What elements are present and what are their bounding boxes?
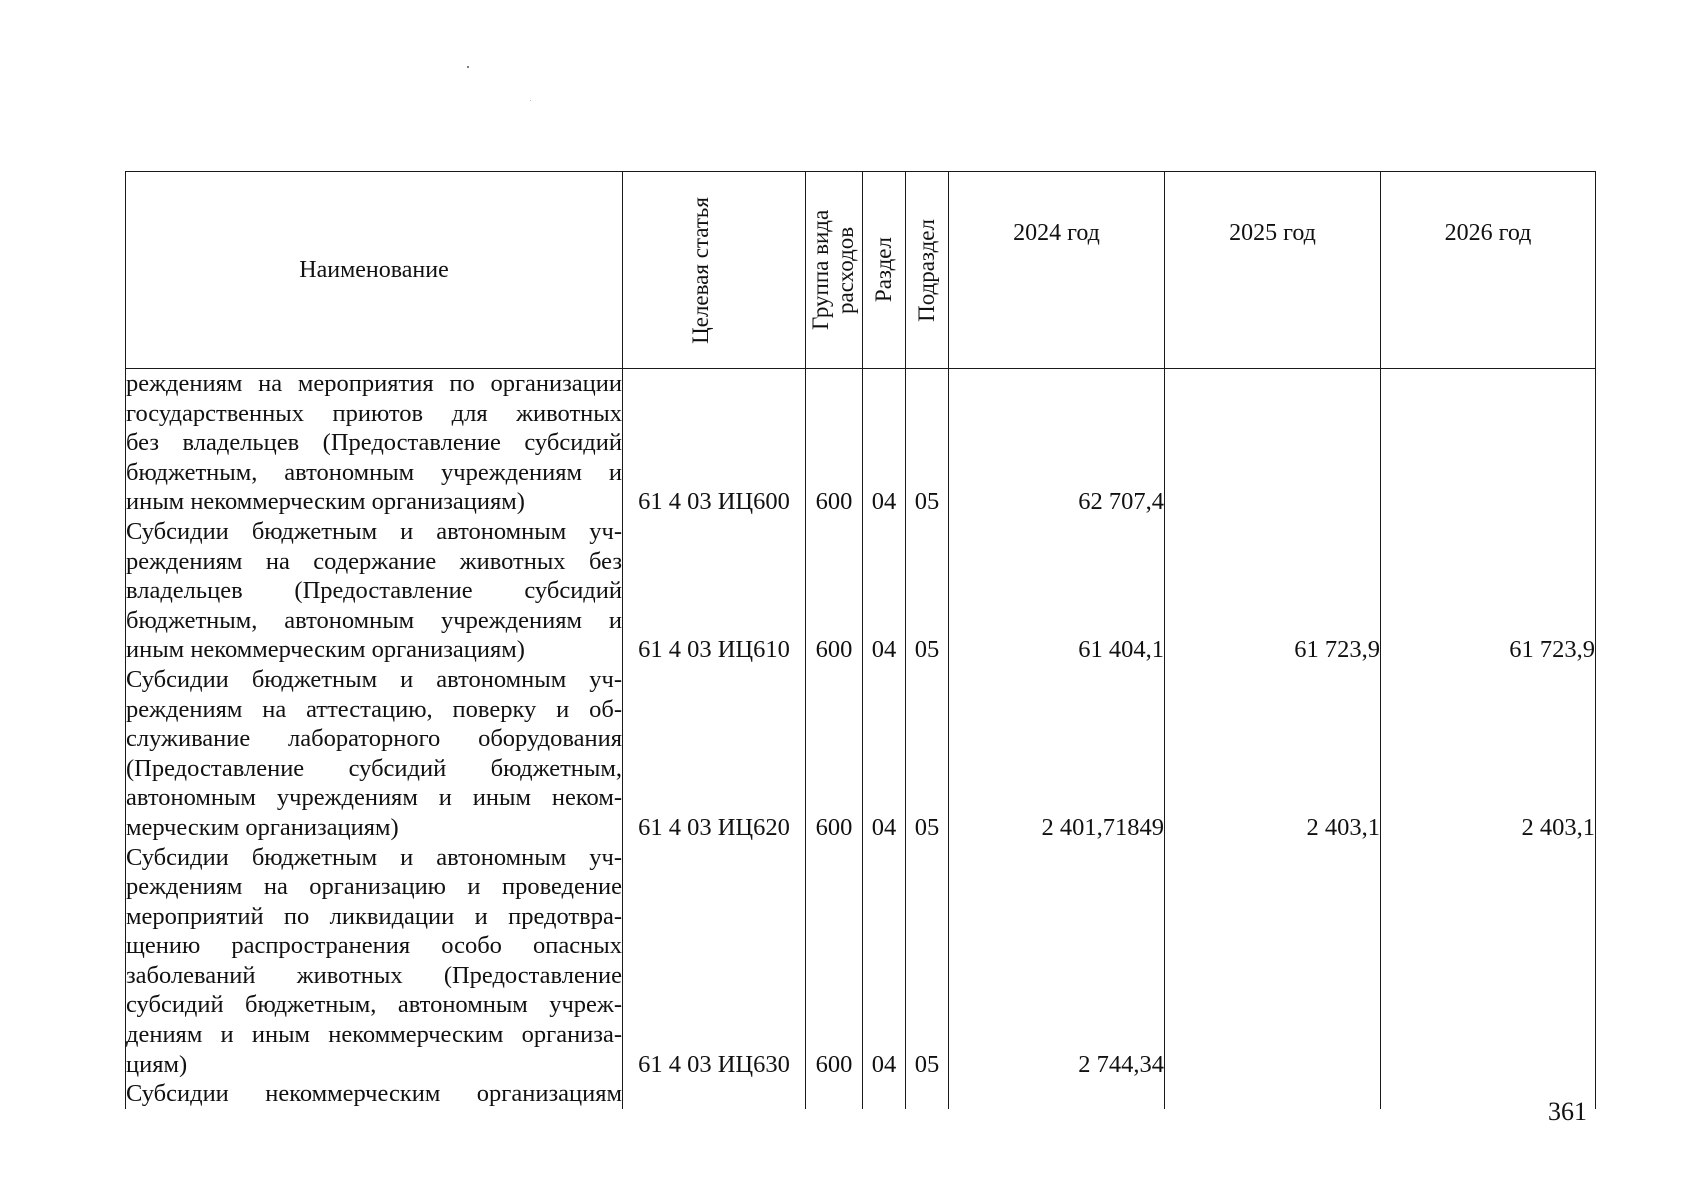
row-amount-2025: 61 723,9 [1165,517,1381,665]
row-name-line: реждениям на аттестацию, поверку и об- [126,695,622,723]
row-target-article: 61 4 03 ИЦ630 [623,843,806,1080]
scan-speck [467,66,469,68]
table-row [126,1079,1596,1109]
row-section: 04 [863,843,906,1080]
row-amount-2025 [1165,1079,1381,1109]
header-target-article-label: Целевая статья [688,196,713,344]
row-expense-group: 600 [806,369,863,517]
row-name-line: владельцев (Предоставление субсидий [126,577,622,605]
row-target-article: 61 4 03 ИЦ620 [623,665,806,843]
table-row [126,843,1596,1080]
header-year-2026: 2026 год [1381,172,1596,369]
row-subsection: 05 [906,517,949,665]
row-section: 04 [863,517,906,665]
row-amount-2025 [1165,369,1381,517]
row-name-line: мероприятий по ликвидации и предотвра- [126,902,622,930]
row-target-article [623,1079,806,1109]
row-name-line: мерческим организациям) [126,813,399,841]
row-name-line: реждениям на мероприятия по организации [126,370,622,397]
row-name-cell [126,843,623,1080]
row-name-line: Субсидии некоммерческим организациям [126,1080,622,1108]
row-expense-group: 600 [806,843,863,1080]
table-row [126,369,1596,517]
row-amount-2025: 2 403,1 [1165,665,1381,843]
row-name-cell [126,665,623,843]
row-name-line: Субсидии бюджетным и автономным уч- [126,517,622,545]
page-number: 361 [1548,1097,1587,1126]
row-amount-2026 [1381,843,1596,1080]
row-name-line: иным некоммерческим организациям) [126,488,525,516]
row-amount-2026: 61 723,9 [1381,517,1596,665]
table-row [126,517,1596,665]
table-row [126,665,1596,843]
header-subsection [906,172,949,369]
row-section: 04 [863,665,906,843]
header-subsection-label: Подраздел [914,218,939,322]
scan-speck [530,100,531,101]
row-name-line: иным некоммерческим организациям) [126,636,525,664]
row-expense-group: 600 [806,665,863,843]
row-amount-2024: 61 404,1 [949,517,1165,665]
row-name-cell [126,517,623,665]
header-section [863,172,906,369]
row-name-line: (Предоставление субсидий бюджетным, [126,754,622,782]
row-subsection: 05 [906,843,949,1080]
row-name-line: автономным учреждениям и иным неком- [126,784,622,812]
header-expense-group [806,172,863,369]
row-target-article: 61 4 03 ИЦ600 [623,369,806,517]
row-name-line: бюджетным, автономным учреждениям и [126,606,622,634]
row-section [863,1079,906,1109]
row-name-line: государственных приютов для животных [126,399,622,427]
header-expense-group-label: Группа вида расходов [808,209,858,331]
row-name-line: заболеваний животных (Предоставление [126,961,622,989]
row-subsection: 05 [906,665,949,843]
row-name-line: щению распространения особо опасных [126,932,622,960]
row-name-line: без владельцев (Предоставление субсидий [126,429,622,457]
row-amount-2024: 2 401,71849 [949,665,1165,843]
table-header-row [126,172,1596,369]
row-amount-2024 [949,1079,1165,1109]
header-section-label: Раздел [871,237,896,303]
row-name-line: Субсидии бюджетным и автономным уч- [126,843,622,871]
row-amount-2026: 2 403,1 [1381,665,1596,843]
row-target-article: 61 4 03 ИЦ610 [623,517,806,665]
row-amount-2024: 62 707,4 [949,369,1165,517]
row-name-line: реждениям на организацию и проведение [126,873,622,901]
header-year-2025: 2025 год [1165,172,1381,369]
row-name-line: Субсидии бюджетным и автономным уч- [126,665,622,693]
row-expense-group: 600 [806,517,863,665]
header-name: Наименование [126,172,623,369]
row-section: 04 [863,369,906,517]
row-amount-2024: 2 744,34 [949,843,1165,1080]
header-year-2024: 2024 год [949,172,1165,369]
row-amount-2025 [1165,843,1381,1080]
row-amount-2026 [1381,369,1596,517]
row-name-line: субсидий бюджетным, автономным учреж- [126,991,622,1019]
row-name-cell [126,1079,623,1109]
row-subsection: 05 [906,369,949,517]
row-name-cell [126,369,623,517]
row-subsection [906,1079,949,1109]
budget-table [125,171,1596,1109]
row-name-line: реждениям на содержание животных без [126,547,622,575]
row-name-line: циям) [126,1050,188,1078]
row-name-line: бюджетным, автономным учреждениям и [126,458,622,486]
row-expense-group [806,1079,863,1109]
header-target-article [623,172,806,369]
row-name-line: дениям и иным некоммерческим организа- [126,1021,622,1049]
row-name-line: служивание лабораторного оборудования [126,725,622,753]
